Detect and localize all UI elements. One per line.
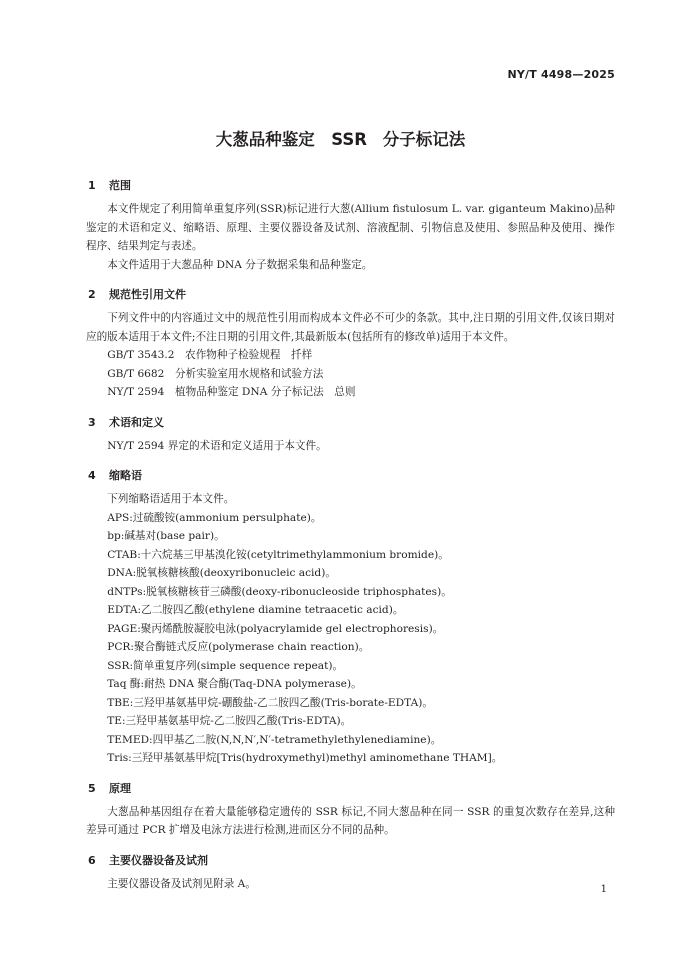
section-heading-6: 6 主要仪器设备及试剂 [88, 853, 208, 867]
reference-item: GB/T 3543.2 农作物种子检验规程 扦样 [107, 349, 313, 361]
abbreviation-item: TEMED:四甲基乙二胺(N,N,N′,N′-tetramethylethylenediamine)。 [107, 733, 442, 746]
paragraph: 主要仪器设备及试剂见附录 A。 [107, 877, 256, 890]
abbreviation-item: SSR:简单重复序列(simple sequence repeat)。 [107, 659, 344, 672]
abbreviation-item: TE:三羟甲基氨基甲烷-乙二胺四乙酸(Tris-EDTA)。 [107, 715, 352, 727]
abbreviation-item: APS:过硫酸铵(ammonium persulphate)。 [107, 511, 322, 524]
paragraph: NY/T 2594 界定的术语和定义适用于本文件。 [107, 439, 327, 452]
document-title: 大葱品种鉴定 SSR 分子标记法 [215, 130, 466, 149]
reference-item: NY/T 2594 植物品种鉴定 DNA 分子标记法 总则 [107, 386, 356, 398]
abbreviation-item: TBE:三羟甲基氨基甲烷-硼酸盐-乙二胺四乙酸(Tris-borate-EDTA)。 [107, 696, 433, 709]
abbreviation-item: PAGE:聚丙烯酰胺凝胶电泳(polyacrylamide gel electrophoresis)。 [107, 622, 444, 635]
abbreviation-item: dNTPs:脱氧核糖核苷三磷酸(deoxy-ribonucleoside triphosphates)。 [107, 585, 452, 598]
paragraph: 大葱品种基因组存在着大量能够稳定遗传的 SSR 标记,不同大葱品种在同一 SSR 的重复次数存在差异,这种差异可通过 PCR 扩增及电泳方法进行检测,进而区分不同的品种。 [86, 805, 615, 836]
abbreviation-item: Tris:三羟甲基氨基甲烷[Tris(hydroxymethyl)methyl aminomethane THAM]。 [107, 752, 503, 764]
paragraph: 本文件适用于大葱品种 DNA 分子数据采集和品种鉴定。 [107, 258, 373, 271]
abbreviation-item: Taq 酶:耐热 DNA 聚合酶(Taq-DNA polymerase)。 [107, 678, 362, 690]
abbreviation-item: bp:碱基对(base pair)。 [107, 530, 225, 542]
section-heading-3: 3 术语和定义 [88, 415, 164, 429]
paragraph: 下列文件中的内容通过文中的规范性引用而构成本文件必不可少的条款。其中,注日期的引用文件,仅该日期对应的版本适用于本文件;不注日期的引用文件,其最新版本(包括所有的修改单)适用于本文件。 [86, 312, 615, 343]
section-heading-5: 5 原理 [88, 781, 131, 795]
abbreviation-item: DNA:脱氧核糖核酸(deoxyribonucleic acid)。 [107, 567, 336, 579]
paragraph: 本文件规定了利用简单重复序列(SSR)标记进行大葱(Allium fistulosum L. var. giganteum Makino)品种鉴定的术语和定义、缩略语、原理、主要仪器设备及试剂、溶液配制、引物信息及使用、参照品种及使用、操作程序、结果判定与表述。 [86, 203, 615, 252]
abbreviation-item: EDTA:乙二胺四乙酸(ethylene diamine tetraacetic acid)。 [107, 604, 404, 616]
standard-number: NY/T 4498—2025 [507, 68, 615, 81]
reference-item: GB/T 6682 分析实验室用水规格和试验方法 [107, 367, 324, 380]
section-heading-1: 1 范围 [88, 179, 131, 192]
document-body [86, 178, 615, 893]
abbreviation-item: PCR:聚合酶链式反应(polymerase chain reaction)。 [107, 641, 370, 653]
abbreviation-item: CTAB:十六烷基三甲基溴化铵(cetyltrimethylammonium bromide)。 [107, 548, 449, 561]
section-heading-2: 2 规范性引用文件 [88, 288, 186, 301]
section-heading-4: 4 缩略语 [88, 469, 142, 482]
paragraph: 下列缩略语适用于本文件。 [107, 493, 235, 505]
page-number: 1 [600, 884, 607, 895]
